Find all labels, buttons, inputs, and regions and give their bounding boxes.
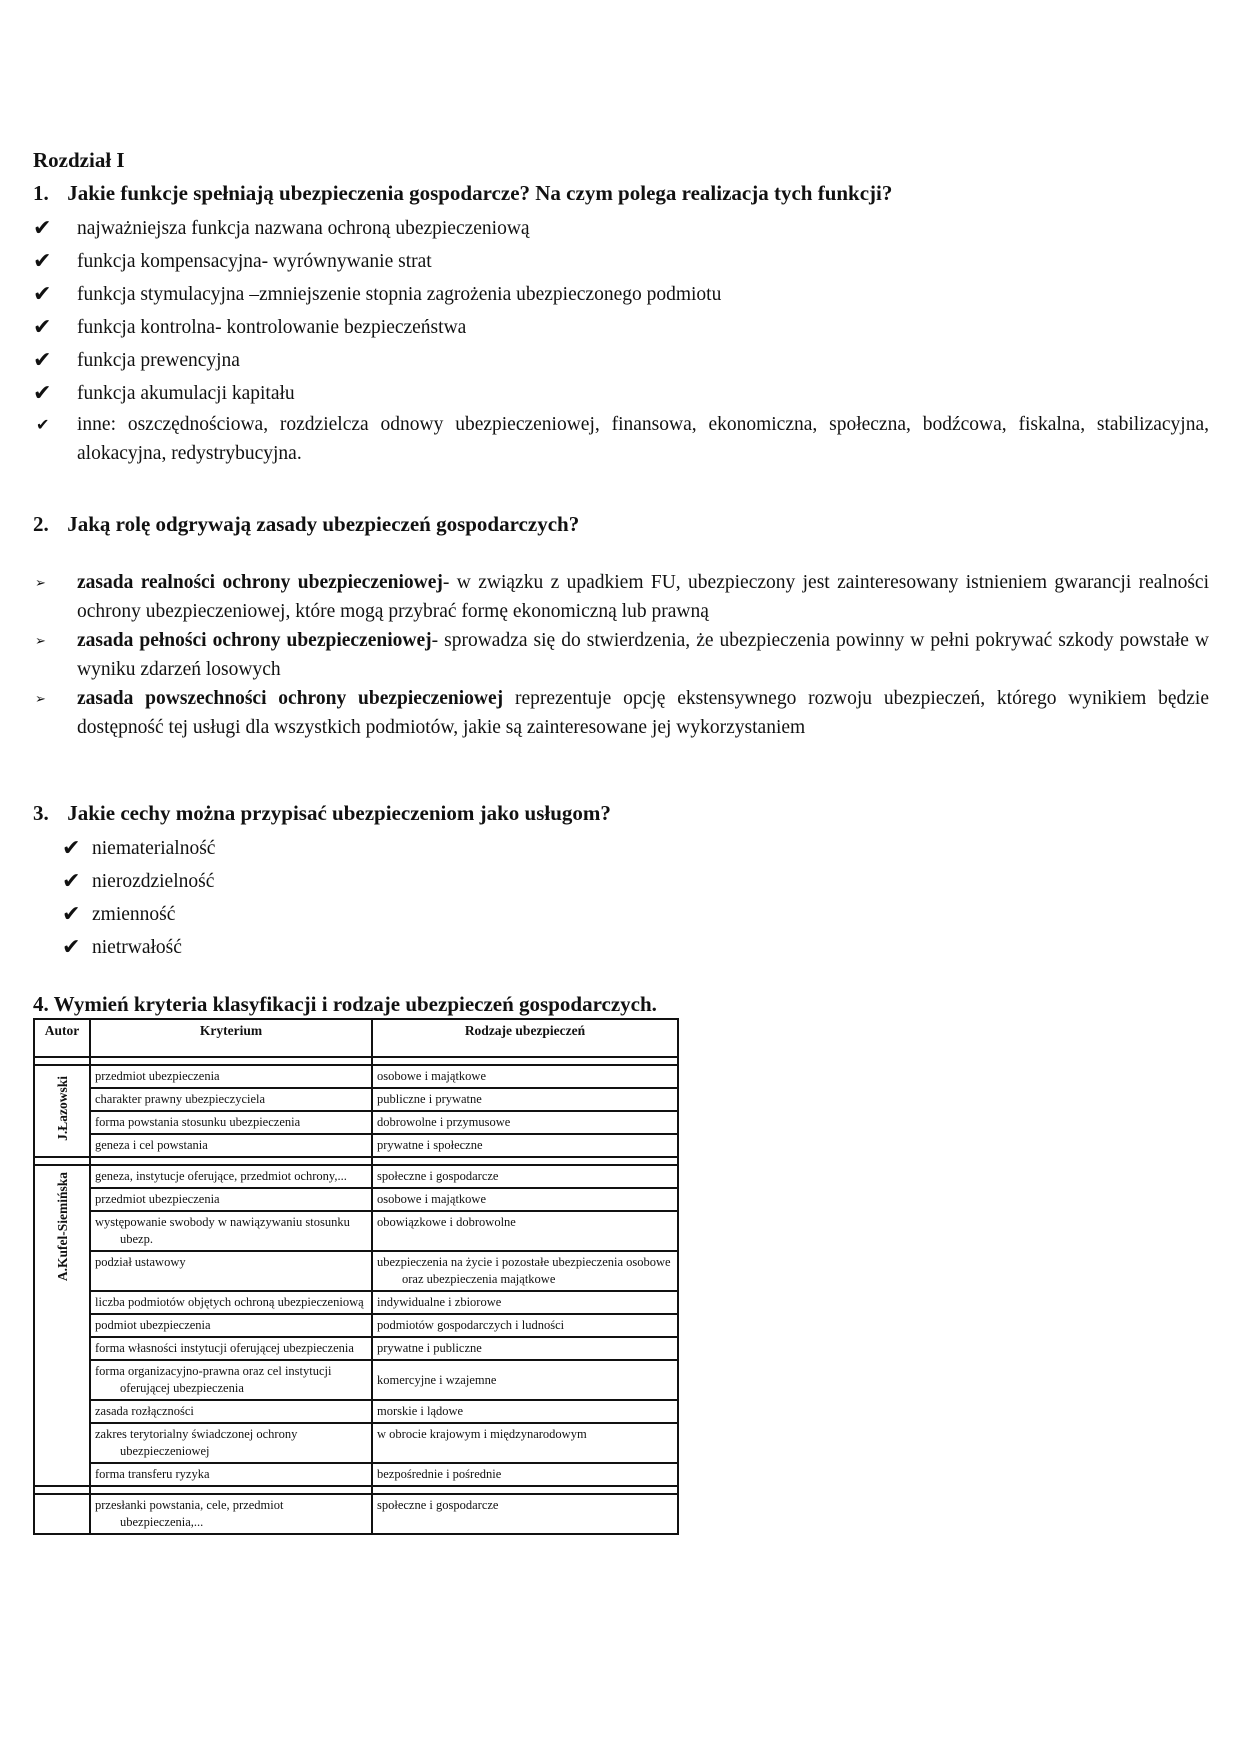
checkmark-icon: ✔ [33, 315, 52, 340]
question-3-heading [33, 801, 611, 826]
criterion-cell: przedmiot ubezpieczenia [90, 1188, 372, 1211]
criterion-cell: przesłanki powstania, cele, przedmiot ubezpieczenia,... [90, 1494, 372, 1534]
types-cell: dobrowolne i przymusowe [372, 1111, 678, 1134]
table-header-row [34, 1019, 678, 1057]
criterion-cell: forma powstania stosunku ubezpieczenia [90, 1111, 372, 1134]
arrow-bullet-icon: ➢ [35, 633, 46, 648]
criterion-cell: liczba podmiotów objętych ochroną ubezpieczeniową [90, 1291, 372, 1314]
column-header-criterion: Kryterium [90, 1019, 372, 1057]
question-number: 3. [33, 801, 49, 825]
question-number: 1. [33, 181, 49, 205]
question-text: Jakie funkcje spełniają ubezpieczenia gospodarcze? Na czym polega realizacja tych funkcji? [67, 181, 893, 205]
column-header-types: Rodzaje ubezpieczeń [372, 1019, 678, 1057]
author-cell: J.Łazowski [34, 1065, 90, 1157]
types-cell: prywatne i społeczne [372, 1134, 678, 1157]
list-item: ✔ inne: oszczędnościowa, rozdzielcza odnowy ubezpieczeniowej, finansowa, ekonomiczna, społeczna, bodźcowa, fiskalna, stabilizacyjna, alokacyjna, redystrybucyjna. [33, 410, 1209, 468]
table-row [34, 1188, 678, 1211]
list-item: ✔ funkcja prewencyjna [33, 344, 1209, 377]
principles-list [33, 568, 1209, 742]
types-cell: osobowe i majątkowe [372, 1188, 678, 1211]
checkmark-icon: ✔ [33, 381, 52, 406]
criterion-cell: podmiot ubezpieczenia [90, 1314, 372, 1337]
table-row [34, 1134, 678, 1157]
types-cell: publiczne i prywatne [372, 1088, 678, 1111]
types-cell: w obrocie krajowym i międzynarodowym [372, 1423, 678, 1463]
types-cell: prywatne i publiczne [372, 1337, 678, 1360]
column-header-author: Autor [34, 1019, 90, 1057]
question-1-heading [33, 181, 892, 206]
functions-list [33, 212, 1209, 468]
table-row [34, 1360, 678, 1400]
list-item: ➢ zasada pełności ochrony ubezpieczeniowej- sprowadza się do stwierdzenia, że ubezpieczenia powinny w pełni pokrywać szkody powstałe w wyniku zdarzeń losowych [33, 626, 1209, 684]
question-2-heading [33, 512, 579, 537]
table-row [34, 1291, 678, 1314]
types-cell: podmiotów gospodarczych i ludności [372, 1314, 678, 1337]
table-row [34, 1211, 678, 1251]
table-row [34, 1088, 678, 1111]
list-item: ✔ funkcja kontrolna- kontrolowanie bezpieczeństwa [33, 311, 1209, 344]
checkmark-icon: ✔ [36, 415, 50, 434]
table-row [34, 1314, 678, 1337]
criterion-cell: forma organizacyjno-prawna oraz cel instytucji oferującej ubezpieczenia [90, 1360, 372, 1400]
types-cell: morskie i lądowe [372, 1400, 678, 1423]
checkmark-icon: ✔ [33, 216, 52, 241]
classification-table [33, 1018, 679, 1535]
question-4-heading: 4. Wymień kryteria klasyfikacji i rodzaje ubezpieczeń gospodarczych. [33, 992, 657, 1016]
criterion-cell: występowanie swobody w nawiązywaniu stosunku ubezp. [90, 1211, 372, 1251]
list-item: ✔ funkcja stymulacyjna –zmniejszenie stopnia zagrożenia ubezpieczonego podmiotu [33, 278, 1209, 311]
chapter-title: Rozdział I [33, 148, 125, 172]
table-row [34, 1494, 678, 1534]
checkmark-icon: ✔ [62, 902, 81, 927]
list-item: ✔ funkcja kompensacyjna- wyrównywanie strat [33, 245, 1209, 278]
criterion-cell: geneza, instytucje oferujące, przedmiot ochrony,... [90, 1165, 372, 1188]
features-list [62, 832, 662, 964]
list-item: ➢ zasada powszechności ochrony ubezpieczeniowej reprezentuje opcję ekstensywnego rozwoju ubezpieczeń, którego wynikiem będzie dostępność tej usługi dla wszystkich podmiotów, jakie są zainteresowane jej wykorzystaniem [33, 684, 1209, 742]
types-cell: społeczne i gospodarcze [372, 1165, 678, 1188]
checkmark-icon: ✔ [62, 935, 81, 960]
arrow-bullet-icon: ➢ [35, 691, 46, 706]
list-item: ➢ zasada realności ochrony ubezpieczeniowej- w związku z upadkiem FU, ubezpieczony jest zainteresowany istnieniem gwarancji realności ochrony ubezpieczeniowej, które mogą przybrać formę ekonomiczną lub prawną [33, 568, 1209, 626]
list-item: ✔ nietrwałość [62, 931, 662, 964]
table-row [34, 1111, 678, 1134]
checkmark-icon: ✔ [62, 869, 81, 894]
list-item: ✔ funkcja akumulacji kapitału [33, 377, 1209, 410]
table-row [34, 1165, 678, 1188]
types-cell: bezpośrednie i pośrednie [372, 1463, 678, 1486]
types-cell: obowiązkowe i dobrowolne [372, 1211, 678, 1251]
table-row [34, 1423, 678, 1463]
criterion-cell: przedmiot ubezpieczenia [90, 1065, 372, 1088]
list-item: ✔ niematerialność [62, 832, 662, 865]
author-cell [34, 1494, 90, 1534]
types-cell: komercyjne i wzajemne [372, 1360, 678, 1400]
question-number: 2. [33, 512, 49, 536]
criterion-cell: forma własności instytucji oferującej ubezpieczenia [90, 1337, 372, 1360]
types-cell: ubezpieczenia na życie i pozostałe ubezpieczenia osobowe oraz ubezpieczenia majątkowe [372, 1251, 678, 1291]
table-row [34, 1065, 678, 1088]
table-row [34, 1463, 678, 1486]
types-cell: indywidualne i zbiorowe [372, 1291, 678, 1314]
criterion-cell: podział ustawowy [90, 1251, 372, 1291]
question-text: Jakie cechy można przypisać ubezpieczeniom jako usługom? [67, 801, 611, 825]
criterion-cell: zasada rozłączności [90, 1400, 372, 1423]
types-cell: osobowe i majątkowe [372, 1065, 678, 1088]
table-row [34, 1337, 678, 1360]
table-row [34, 1400, 678, 1423]
criterion-cell: geneza i cel powstania [90, 1134, 372, 1157]
criterion-cell: charakter prawny ubezpieczyciela [90, 1088, 372, 1111]
author-cell: A.Kufel-Siemińska [34, 1165, 90, 1486]
types-cell: społeczne i gospodarcze [372, 1494, 678, 1534]
list-item: ✔ nierozdzielność [62, 865, 662, 898]
question-text: Jaką rolę odgrywają zasady ubezpieczeń gospodarczych? [67, 512, 580, 536]
arrow-bullet-icon: ➢ [35, 575, 46, 590]
checkmark-icon: ✔ [33, 249, 52, 274]
list-item: ✔ najważniejsza funkcja nazwana ochroną ubezpieczeniową [33, 212, 1209, 245]
checkmark-icon: ✔ [33, 282, 52, 307]
list-item: ✔ zmienność [62, 898, 662, 931]
checkmark-icon: ✔ [33, 348, 52, 373]
checkmark-icon: ✔ [62, 836, 81, 861]
criterion-cell: zakres terytorialny świadczonej ochrony ubezpieczeniowej [90, 1423, 372, 1463]
criterion-cell: forma transferu ryzyka [90, 1463, 372, 1486]
table-row [34, 1251, 678, 1291]
